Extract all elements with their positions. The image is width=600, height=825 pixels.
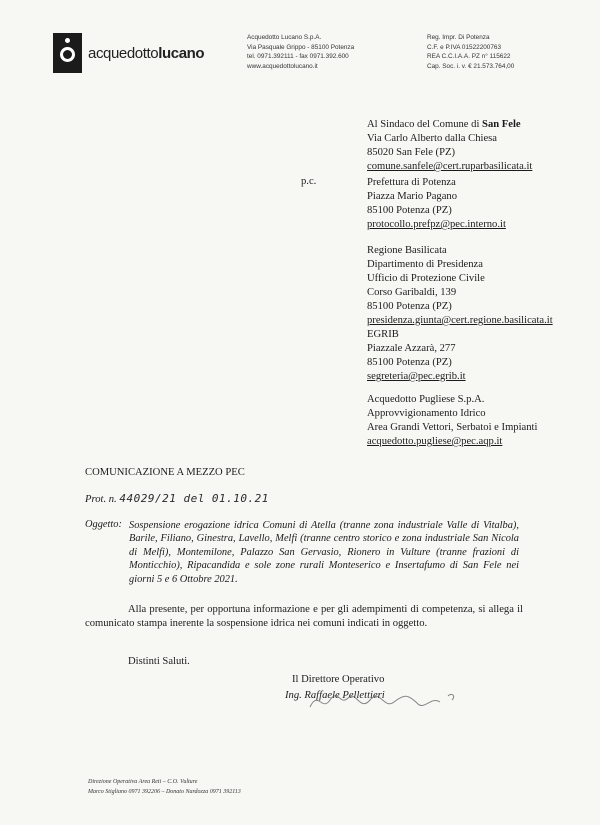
pec-link[interactable]: presidenza.giunta@cert.regione.basilicata.it <box>367 315 553 326</box>
subject-label: Oggetto: <box>85 519 122 530</box>
handwritten-signature <box>300 682 460 722</box>
cc-addressee-egrib: EGRIB Piazzale Azzarà, 277 85100 Potenza (PZ) segreteria@pec.egrib.it <box>367 329 466 382</box>
logo-icon <box>53 33 82 73</box>
brand-name: acquedottolucano <box>88 45 205 62</box>
closing: Distinti Saluti. <box>128 656 190 667</box>
cc-addressee-aqp: Acquedotto Pugliese S.p.A. Approvvigionamento Idrico Area Grandi Vettori, Serbatoi e Impianti acquedotto.pugliese@pec.aqp.it <box>367 394 538 447</box>
signature-name: Ing. Raffaele Pellettieri <box>285 690 385 701</box>
pec-link[interactable]: segreteria@pec.egrib.it <box>367 371 466 382</box>
footer-office: Direzione Operativa Area Reti – C.O. Vulture <box>88 779 198 785</box>
cc-addressee-regione: Regione Basilicata Dipartimento di Presidenza Ufficio di Protezione Civile Corso Garibaldi, 139 85100 Potenza (PZ) presidenza.giunta@cert.regione.basilicata.it <box>367 245 553 326</box>
pc-label: p.c. <box>301 176 317 187</box>
primary-addressee: Al Sindaco del Comune di San Fele Via Carlo Alberto dalla Chiesa 85020 San Fele (PZ) comune.sanfele@cert.ruparbasilicata.it <box>367 119 533 172</box>
company-info: Acquedotto Lucano S.p.A. Via Pasquale Grippo - 85100 Potenza tel. 0971.392111 - fax 0971.392.600 www.acquedottolucano.it <box>247 34 355 70</box>
registry-info: Reg. Impr. Di Potenza C.F. e P.IVA 01522200763 REA C.C.I.A.A. PZ n° 115622 Cap. Soc. i. v. € 21.573.764,00 <box>427 34 515 70</box>
protocol-number: Prot. n. 44029/21 del 01.10.21 <box>85 492 269 505</box>
footer-contacts: Marco Stigliano 0971 392206 – Donato Nardozza 0971 392113 <box>88 789 241 795</box>
subject-text: Sospensione erogazione idrica Comuni di Atella (tranne zona industriale Valle di Vitalba), Barile, Filiano, Ginestra, Lavello, Melfi (tranne centro storico e zona industriale San Nicola di Melfi), Montemilone, Palazzo San Gervasio, Rionero in Vulture (tranne frazioni di Monticchio), Ripacandida e sole zone rurali Monteserico e Insertafumo di San Fele nei giorni 5 e 6 Ottobre 2021. <box>129 520 519 585</box>
signature-role: Il Direttore Operativo <box>292 674 385 685</box>
pec-link[interactable]: protocollo.prefpz@pec.interno.it <box>367 219 506 230</box>
body-paragraph: Alla presente, per opportuna informazione e per gli adempimenti di competenza, si allega il comunicato stampa inerente la sospensione idrica nei comuni indicati in oggetto. <box>85 604 523 629</box>
communication-mode: COMUNICAZIONE A MEZZO PEC <box>85 467 245 478</box>
pec-link[interactable]: acquedotto.pugliese@pec.aqp.it <box>367 436 503 447</box>
cc-addressee-prefettura: Prefettura di Potenza Piazza Mario Pagano 85100 Potenza (PZ) protocollo.prefpz@pec.interno.it <box>367 177 506 230</box>
pec-link[interactable]: comune.sanfele@cert.ruparbasilicata.it <box>367 161 533 172</box>
